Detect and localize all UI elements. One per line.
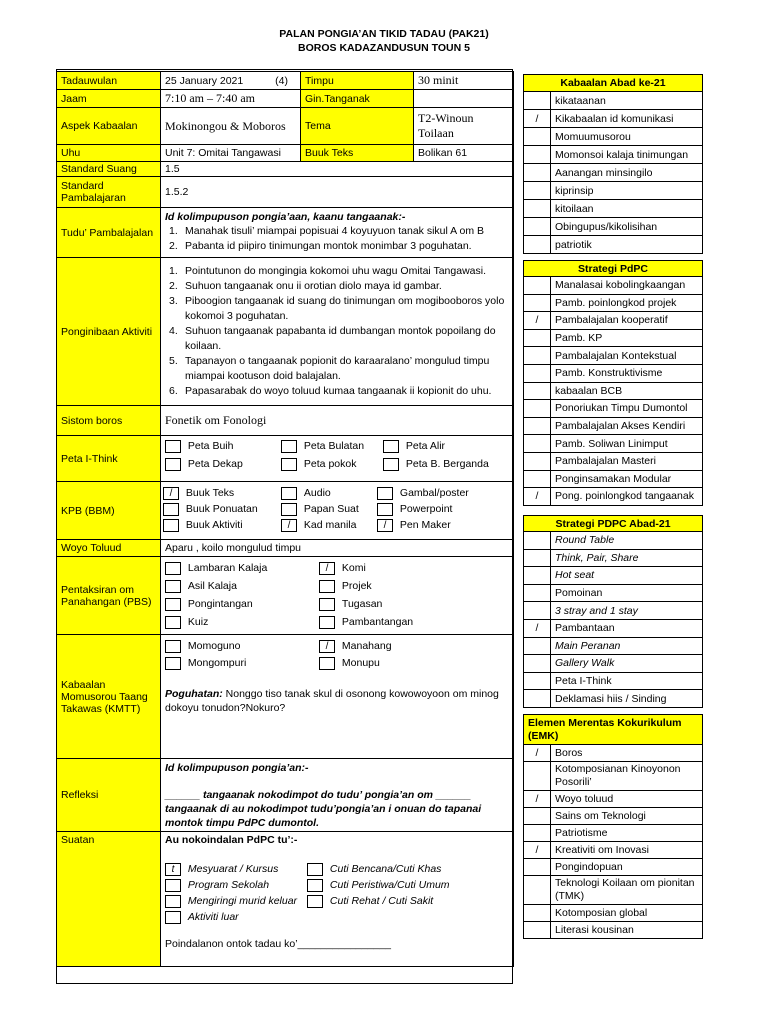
peta-alir-option[interactable]: Peta Alir xyxy=(383,440,445,453)
pdpc-mark[interactable] xyxy=(524,417,551,435)
emk-row xyxy=(524,762,703,791)
suatan-content xyxy=(161,832,514,967)
pbs-option[interactable]: / Komi xyxy=(319,562,366,575)
row-suatan xyxy=(57,832,514,967)
kpb-option[interactable]: Gambal/poster xyxy=(377,487,469,500)
tadauwulan-value-cell xyxy=(161,72,301,90)
kmtt-option[interactable]: Monupu xyxy=(319,657,380,670)
strategi-pdpc-abad21-title: Strategi PDPC Abad-21 xyxy=(524,516,703,532)
pdpc21-mark[interactable] xyxy=(524,637,551,655)
pdpc-mark[interactable] xyxy=(524,294,551,312)
pdpc21-row xyxy=(524,637,703,655)
pbs-label: Pentaksiran om Panahangan (PBS) xyxy=(57,557,161,635)
emk-mark[interactable] xyxy=(524,922,551,939)
kpb-option[interactable]: Buuk Ponuatan xyxy=(163,503,258,516)
row-tudu xyxy=(57,208,514,258)
emk-mark[interactable]: / xyxy=(524,842,551,859)
row-kpb xyxy=(57,482,514,540)
pdpc21-row xyxy=(524,567,703,585)
abad21-mark[interactable] xyxy=(524,146,551,164)
tudu-intro: Id kolimpupuson pongia’aan, kaanu tangaanak:- xyxy=(165,211,406,223)
pdpc21-mark[interactable] xyxy=(524,672,551,690)
kpb-option[interactable]: Papan Suat xyxy=(281,503,359,516)
emk-item: Literasi kousinan xyxy=(551,922,703,939)
pdpc-item: Pambalajalan Akses Kendiri xyxy=(551,417,703,435)
pbs-option[interactable]: Asil Kalaja xyxy=(165,580,237,593)
uhu-value: Unit 7: Omitai Tangawasi xyxy=(161,145,301,162)
pdpc21-mark[interactable] xyxy=(524,567,551,585)
abad21-row xyxy=(524,146,703,164)
pdpc-mark[interactable] xyxy=(524,470,551,488)
peta-dekap-option[interactable]: Peta Dekap xyxy=(165,458,243,471)
emk-row xyxy=(524,922,703,939)
emk-item: Patriotisme xyxy=(551,825,703,842)
pdpc-mark[interactable] xyxy=(524,382,551,400)
pdpc21-row xyxy=(524,619,703,637)
pdpc21-row xyxy=(524,690,703,708)
row-woyo xyxy=(57,540,514,557)
emk-table xyxy=(523,714,703,939)
abad21-mark[interactable] xyxy=(524,218,551,236)
kpb-option[interactable]: / Pen Maker xyxy=(377,519,451,532)
woyo-label: Woyo Toluud xyxy=(57,540,161,557)
pdpc-mark[interactable] xyxy=(524,452,551,470)
gin-tanganak-label: Gin.Tanganak xyxy=(301,90,414,108)
emk-item: Kreativiti om Inovasi xyxy=(551,842,703,859)
pdpc-row xyxy=(524,329,703,347)
pdpc-mark[interactable]: / xyxy=(524,488,551,506)
pdpc21-item: Hot seat xyxy=(551,567,703,585)
pdpc-mark[interactable] xyxy=(524,435,551,453)
tudu-content xyxy=(161,208,514,258)
suatan-option[interactable]: t Mesyuarat / Kursus xyxy=(165,863,278,876)
pdpc-row xyxy=(524,470,703,488)
buuk-teks-value: Bolikan 61 xyxy=(414,145,514,162)
checkbox[interactable] xyxy=(383,440,399,453)
pdpc21-item: Round Table xyxy=(551,532,703,550)
aspek-label: Aspek Kabaalan xyxy=(57,108,161,145)
emk-row xyxy=(524,876,703,905)
standard-suang-value: 1.5 xyxy=(161,162,514,177)
pdpc-item: Pambalajalan Masteri xyxy=(551,452,703,470)
kmtt-question: Poguhatan: Nonggo tiso tanak skul di osonong kowowoyoon om minog dokoyu tonudon?Nokuro? xyxy=(165,688,499,714)
row-sistom xyxy=(57,406,514,436)
aktiviti-step: 5. Tapanayon o tangaanak popionit do karaaralano’ mongulud timpu miampai kootuson doid balajalan. xyxy=(169,355,490,382)
abad21-mark[interactable] xyxy=(524,236,551,254)
emk-row xyxy=(524,825,703,842)
emk-item: Sains om Teknologi xyxy=(551,808,703,825)
pdpc21-item: 3 stray and 1 stay xyxy=(551,602,703,620)
pdpc21-item: Main Peranan xyxy=(551,637,703,655)
emk-row xyxy=(524,859,703,876)
timpu-value: 30 minit xyxy=(414,72,514,90)
pdpc21-item: Gallery Walk xyxy=(551,655,703,673)
pdpc-item: Pambalajalan Kontekstual xyxy=(551,347,703,365)
tema-value: T2-Winoun Toilaan xyxy=(414,108,514,145)
abad21-item: patriotik xyxy=(551,236,703,254)
pdpc21-row xyxy=(524,655,703,673)
aktiviti-step: 4. Suhuon tangaanak papabanta id dumbangan montok popoilang do koilaan. xyxy=(169,325,496,352)
refleksi-intro: Id kolimpupuson pongia’an:- xyxy=(165,762,309,774)
suatan-footer: Poindalanon ontok tadau ko’________________ xyxy=(165,938,391,950)
pdpc-mark[interactable] xyxy=(524,400,551,418)
timpu-label: Timpu xyxy=(301,72,414,90)
pbs-option[interactable]: Pongintangan xyxy=(165,598,253,611)
kpb-label: KPB (BBM) xyxy=(57,482,161,540)
kabaalan-abad-21-title: Kabaalan Abad ke-21 xyxy=(524,75,703,92)
kmtt-label: Kabaalan Momusorou Taang Takawas (KMTT) xyxy=(57,635,161,759)
kmtt-options xyxy=(161,635,514,759)
abad21-item: Obingupus/kikolisihan xyxy=(551,218,703,236)
suatan-option[interactable]: Cuti Rehat / Cuti Sakit xyxy=(307,895,433,908)
pdpc-mark[interactable] xyxy=(524,277,551,295)
tema-label: Tema xyxy=(301,108,414,145)
pbs-option[interactable]: Kuiz xyxy=(165,616,208,629)
kpb-option[interactable]: Audio xyxy=(281,487,331,500)
emk-mark[interactable]: / xyxy=(524,791,551,808)
emk-item: Woyo toluud xyxy=(551,791,703,808)
pdpc21-row xyxy=(524,584,703,602)
pdpc-row xyxy=(524,364,703,382)
pdpc21-row xyxy=(524,672,703,690)
kpb-option[interactable]: Powerpoint xyxy=(377,503,452,516)
peta-pokok-option[interactable]: Peta pokok xyxy=(281,458,356,471)
pdpc21-mark[interactable] xyxy=(524,532,551,550)
emk-item: Kotomposianan Kinoyonon Posorili’ xyxy=(551,762,703,791)
kpb-options xyxy=(161,482,514,540)
pdpc21-row xyxy=(524,532,703,550)
suatan-option[interactable]: Program Sekolah xyxy=(165,879,269,892)
aktiviti-step: 1. Pointutunon do mongingia kokomoi uhu wagu Omitai Tangawasi. xyxy=(169,265,486,277)
refleksi-content xyxy=(161,759,514,832)
pdpc-item: Pamb. Soliwan Linimput xyxy=(551,435,703,453)
checkbox[interactable] xyxy=(281,440,297,453)
aktiviti-step: 6. Papasarabak do woyo toluud kumaa tangaanak ii kopionit do uhu. xyxy=(169,385,492,397)
tudu-objective: 2. Pabanta id piipiro tinimungan montok monimbar 3 poguhatan. xyxy=(169,240,472,252)
pdpc-item: Ponoriukan Timpu Dumontol xyxy=(551,400,703,418)
pbs-option[interactable]: Projek xyxy=(319,580,372,593)
peta-label: Peta I-Think xyxy=(57,436,161,482)
gin-tanganak-value xyxy=(414,90,514,108)
pdpc21-mark[interactable]: / xyxy=(524,619,551,637)
lesson-plan-table xyxy=(56,71,514,967)
abad21-mark[interactable] xyxy=(524,200,551,218)
standard-pambalajaran-label: Standard Pambalajaran xyxy=(57,177,161,208)
pdpc-mark[interactable]: / xyxy=(524,312,551,330)
emk-row xyxy=(524,808,703,825)
aktiviti-step: 3. Piboogion tangaanak id suang do tinimungan om mogibooboros yolo kokomoi 3 poguhatan. xyxy=(169,295,505,322)
pdpc-row xyxy=(524,488,703,506)
row-pbs xyxy=(57,557,514,635)
document-subtitle: BOROS KADAZANDUSUN TOUN 5 xyxy=(298,42,470,54)
tudu-label: Tudu’ Pambalajalan xyxy=(57,208,161,258)
emk-item: Boros xyxy=(551,745,703,762)
pdpc-row xyxy=(524,277,703,295)
emk-mark[interactable]: / xyxy=(524,745,551,762)
row-peta xyxy=(57,436,514,482)
suatan-option[interactable]: Cuti Bencana/Cuti Khas xyxy=(307,863,441,876)
abad21-item: kitoilaan xyxy=(551,200,703,218)
aspek-value: Mokinongou & Moboros xyxy=(161,108,301,145)
pdpc21-mark[interactable] xyxy=(524,690,551,708)
woyo-value: Aparu , koilo mongulud timpu xyxy=(161,540,514,557)
aktiviti-step: 2. Suhuon tangaanak onu ii orotian diolo maya id gambar. xyxy=(169,280,442,292)
pbs-option[interactable]: Pambantangan xyxy=(319,616,413,629)
sistom-value: Fonetik om Fonologi xyxy=(161,406,514,436)
strategi-pdpc-title: Strategi PdPC xyxy=(524,261,703,277)
pdpc-row xyxy=(524,435,703,453)
emk-mark[interactable] xyxy=(524,825,551,842)
emk-row xyxy=(524,842,703,859)
emk-row xyxy=(524,745,703,762)
pdpc-item: Pong. poinlongkod tangaanak xyxy=(551,488,703,506)
pdpc21-mark[interactable] xyxy=(524,602,551,620)
date-value: 25 January 2021 xyxy=(165,74,244,87)
peta-options xyxy=(161,436,514,482)
pdpc-item: kabaalan BCB xyxy=(551,382,703,400)
emk-item: Pongindopuan xyxy=(551,859,703,876)
pdpc-item: Pamb. KP xyxy=(551,329,703,347)
emk-title: Elemen Merentas Kokurikulum (EMK) xyxy=(524,715,703,745)
emk-mark[interactable] xyxy=(524,905,551,922)
suatan-option[interactable]: Cuti Peristiwa/Cuti Umum xyxy=(307,879,450,892)
strategi-pdpc-table xyxy=(523,260,703,506)
abad21-row xyxy=(524,164,703,182)
jaam-value: 7:10 am – 7:40 am xyxy=(161,90,301,108)
aktiviti-content xyxy=(161,258,514,406)
kpb-option[interactable]: / Kad manila xyxy=(281,519,356,532)
suatan-label: Suatan xyxy=(57,832,161,967)
abad21-mark[interactable]: / xyxy=(524,110,551,128)
pdpc21-row xyxy=(524,549,703,567)
kmtt-option[interactable]: Mongompuri xyxy=(165,657,246,670)
pdpc21-mark[interactable] xyxy=(524,549,551,567)
emk-mark[interactable] xyxy=(524,762,551,791)
row-standard-suang xyxy=(57,162,514,177)
abad21-mark[interactable] xyxy=(524,128,551,146)
emk-row xyxy=(524,791,703,808)
pdpc21-mark[interactable] xyxy=(524,655,551,673)
abad21-item: kiprinsip xyxy=(551,182,703,200)
strategi-pdpc-abad21-table xyxy=(523,515,703,708)
suatan-option[interactable]: Mengiringi murid keluar xyxy=(165,895,297,908)
pdpc-item: Manalasai kobolingkaangan xyxy=(551,277,703,295)
row-refleksi xyxy=(57,759,514,832)
abad21-mark[interactable] xyxy=(524,164,551,182)
pbs-options xyxy=(161,557,514,635)
abad21-row xyxy=(524,182,703,200)
peta-b-berganda-option[interactable]: Peta B. Berganda xyxy=(383,458,489,471)
jaam-label: Jaam xyxy=(57,90,161,108)
buuk-teks-label: Buuk Teks xyxy=(301,145,414,162)
standard-pambalajaran-value: 1.5.2 xyxy=(161,177,514,208)
kmtt-option[interactable]: Momoguno xyxy=(165,640,240,653)
standard-suang-label: Standard Suang xyxy=(57,162,161,177)
emk-item: Kotomposian global xyxy=(551,905,703,922)
aktiviti-label: Ponginibaan Aktiviti xyxy=(57,258,161,406)
pdpc-row xyxy=(524,452,703,470)
pdpc-row xyxy=(524,347,703,365)
kpb-option[interactable]: Buuk Aktiviti xyxy=(163,519,243,532)
pdpc-mark[interactable] xyxy=(524,364,551,382)
abad21-row xyxy=(524,110,703,128)
suatan-header: Au nokoindalan PdPC tu’:- xyxy=(165,834,298,846)
kmtt-option[interactable]: / Manahang xyxy=(319,640,392,653)
pdpc21-item: Deklamasi hiis / Sinding xyxy=(551,690,703,708)
pdpc-mark[interactable] xyxy=(524,347,551,365)
checkbox[interactable] xyxy=(281,458,297,471)
abad21-row xyxy=(524,92,703,110)
pdpc21-item: Peta I-Think xyxy=(551,672,703,690)
abad21-item: Momuumusorou xyxy=(551,128,703,146)
pbs-option[interactable]: Tugasan xyxy=(319,598,382,611)
row-jaam xyxy=(57,90,514,108)
pdpc-item: Pamb. poinlongkod projek xyxy=(551,294,703,312)
pdpc21-row xyxy=(524,602,703,620)
pdpc-item: Ponginsamakan Modular xyxy=(551,470,703,488)
pdpc-mark[interactable] xyxy=(524,329,551,347)
pdpc21-item: Pambantaan xyxy=(551,619,703,637)
abad21-mark[interactable] xyxy=(524,92,551,110)
pdpc21-item: Think, Pair, Share xyxy=(551,549,703,567)
peta-buih-option[interactable]: Peta Buih xyxy=(165,440,233,453)
uhu-label: Uhu xyxy=(57,145,161,162)
row-aspek xyxy=(57,108,514,145)
row-aktiviti xyxy=(57,258,514,406)
pbs-option[interactable]: Lambaran Kalaja xyxy=(165,562,267,575)
pdpc-item: Pambalajalan kooperatif xyxy=(551,312,703,330)
emk-item: Teknologi Koilaan om pionitan (TMK) xyxy=(551,876,703,905)
tudu-objective: 1. Manahak tisuli’ miampai popisuai 4 koyuyuon tanak sikul A om B xyxy=(169,225,485,237)
row-kmtt xyxy=(57,635,514,759)
pdpc-row xyxy=(524,294,703,312)
emk-mark[interactable] xyxy=(524,876,551,905)
kabaalan-abad-21-table xyxy=(523,74,703,254)
checkbox[interactable] xyxy=(383,458,399,471)
abad21-row xyxy=(524,236,703,254)
checkbox[interactable] xyxy=(165,458,181,471)
refleksi-body: ______ tangaanak nokodimpot do tudu’ pongia’an om ______ tangaanak di au nokodimpot tudu’pongia’an i onuan do tapanai montok timpu PdPC dumontol. xyxy=(165,789,482,829)
emk-row xyxy=(524,905,703,922)
abad21-item: Kikabaalan id komunikasi xyxy=(551,110,703,128)
suatan-option[interactable]: Aktiviti luar xyxy=(165,911,239,924)
pdpc21-item: Pomoinan xyxy=(551,584,703,602)
pdpc-row xyxy=(524,417,703,435)
emk-mark[interactable] xyxy=(524,859,551,876)
refleksi-label: Refleksi xyxy=(57,759,161,832)
abad21-row xyxy=(524,200,703,218)
tadauwulan-label: Tadauwulan xyxy=(57,72,161,90)
pdpc-row xyxy=(524,400,703,418)
peta-bulatan-option[interactable]: Peta Bulatan xyxy=(281,440,364,453)
day-number: (4) xyxy=(275,74,288,87)
abad21-row xyxy=(524,128,703,146)
row-tadauwulan xyxy=(57,72,514,90)
emk-mark[interactable] xyxy=(524,808,551,825)
pdpc-row xyxy=(524,382,703,400)
abad21-item: Aanangan minsingilo xyxy=(551,164,703,182)
pdpc-item: Pamb. Konstruktivisme xyxy=(551,364,703,382)
kpb-option[interactable]: / Buuk Teks xyxy=(163,487,234,500)
pdpc-row xyxy=(524,312,703,330)
row-standard-pambalajaran xyxy=(57,177,514,208)
sistom-label: Sistom boros xyxy=(57,406,161,436)
abad21-item: kikataanan xyxy=(551,92,703,110)
checkbox[interactable] xyxy=(165,440,181,453)
document-title: PALAN PONGIA’AN TIKID TADAU (PAK21) xyxy=(279,28,489,40)
pdpc21-mark[interactable] xyxy=(524,584,551,602)
row-uhu xyxy=(57,145,514,162)
abad21-row xyxy=(524,218,703,236)
abad21-item: Momonsoi kalaja tinimungan xyxy=(551,146,703,164)
abad21-mark[interactable] xyxy=(524,182,551,200)
